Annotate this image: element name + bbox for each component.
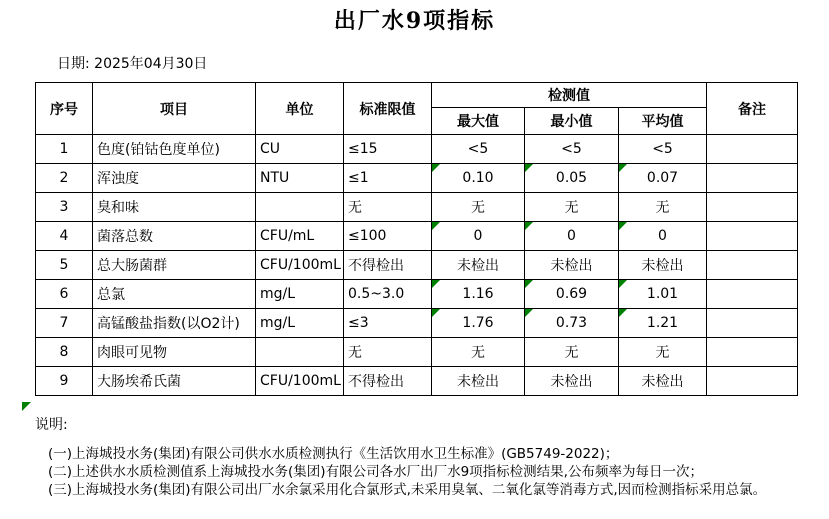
row-item-text: 色度(铂钴色度单位) [97,142,220,158]
row-max-text: 无 [471,200,485,216]
row-limit-text: 无 [348,345,362,361]
row-max [432,367,525,396]
header-remark: 备注 [707,83,798,135]
row-avg-text: <5 [652,141,673,157]
row-avg [619,164,707,193]
row-seq [36,338,93,367]
header-detection: 检测值 [432,83,707,108]
row-remark [707,222,798,251]
row-seq-text: 7 [59,315,69,331]
row-avg [619,251,707,280]
row-unit-text: mg/L [260,286,296,302]
row-remark [707,309,798,338]
row-limit [344,309,432,338]
row-seq-text: 9 [59,373,69,389]
row-item-text: 浑浊度 [97,171,139,187]
row-avg-text: 0.07 [646,170,679,186]
row-limit-text: 0.5~3.0 [348,286,405,302]
row-seq-text: 6 [59,286,69,302]
header-seq: 序号 [36,83,93,135]
row-max-text: 无 [471,345,485,361]
row-unit [256,222,344,251]
row-item [93,367,256,396]
row-limit-text: ≤1 [348,170,369,186]
row-min [525,367,619,396]
row-unit [256,309,344,338]
row-max-text: 0.10 [462,170,494,186]
row-min [525,309,619,338]
row-max [432,309,525,338]
row-avg [619,135,707,164]
row-remark [707,280,798,309]
note-line-3: (三)上海城投水务(集团)有限公司出厂水余氯采用化合氯形式,未采用臭氧、二氧化氯等消毒方式,因而检测指标采用总氯。 [48,482,767,498]
row-item [93,164,256,193]
row-unit [256,164,344,193]
row-item-text: 总氯 [97,287,125,303]
row-avg-text: 1.21 [646,315,679,331]
row-limit [344,280,432,309]
row-remark [707,135,798,164]
row-min-text: 0 [567,228,576,244]
row-min-text: 未检出 [550,374,593,390]
row-seq [36,135,93,164]
row-remark [707,193,798,222]
header-limit: 标准限值 [344,83,432,135]
cell-flag-icon [525,222,533,230]
row-max [432,251,525,280]
report-date: 日期: 2025年04月30日 [57,56,208,72]
cell-flag-icon [525,309,533,317]
row-min-text: 0.69 [555,286,588,302]
row-seq-text: 8 [59,344,69,360]
cell-flag-icon [525,280,533,288]
row-seq [36,222,93,251]
row-min [525,280,619,309]
row-seq [36,280,93,309]
row-max-text: 0 [473,228,483,244]
cell-flag-icon [619,164,627,172]
row-seq [36,309,93,338]
row-max [432,338,525,367]
row-seq-text: 1 [59,141,69,157]
row-seq-text: 5 [59,257,69,273]
row-seq [36,367,93,396]
row-avg-text: 无 [655,345,670,361]
row-item [93,222,256,251]
table-row [36,193,798,222]
row-unit [256,193,344,222]
row-min [525,164,619,193]
row-limit-text: ≤100 [348,228,387,244]
row-seq [36,251,93,280]
row-limit [344,164,432,193]
cell-flag-icon [619,280,627,288]
note-line-2: (二)上述供水水质检测值系上海城投水务(集团)有限公司各水厂出厂水9项指标检测结果,公布频率为每日一次； [48,464,703,480]
header-min: 最小值 [525,108,619,135]
row-unit [256,367,344,396]
row-unit [256,135,344,164]
row-avg-text: 无 [655,200,670,216]
cell-flag-icon [432,309,440,317]
cell-flag-icon [432,164,440,172]
row-max-text: <5 [467,141,489,157]
row-limit-text: 不得检出 [348,374,404,390]
row-min-text: 无 [564,345,579,361]
row-item-text: 菌落总数 [97,229,153,245]
row-max [432,280,525,309]
row-limit [344,251,432,280]
row-min-text: 0.73 [555,315,588,331]
notes-flag-icon [22,402,31,411]
water-quality-table [35,82,798,396]
row-min [525,222,619,251]
row-item [93,193,256,222]
row-min-text: 未检出 [550,258,593,274]
row-unit-text: NTU [260,170,290,186]
row-item [93,280,256,309]
header-row-1 [36,83,798,108]
row-max-text: 未检出 [457,374,499,390]
row-item-text: 高锰酸盐指数(以O2计) [97,316,240,332]
row-limit [344,135,432,164]
row-seq [36,193,93,222]
row-unit-text: CU [260,141,281,157]
row-seq-text: 3 [59,199,69,215]
row-limit [344,338,432,367]
row-min-text: 无 [564,200,579,216]
table-row [36,164,798,193]
row-min-text: <5 [561,141,582,157]
row-max-text: 1.16 [462,286,494,302]
header-avg: 平均值 [619,108,707,135]
row-seq [36,164,93,193]
cell-flag-icon [619,309,627,317]
row-unit [256,280,344,309]
cell-flag-icon [432,222,440,230]
row-item-text: 总大肠菌群 [97,258,167,274]
row-seq-text: 2 [59,170,69,186]
cell-flag-icon [619,222,627,230]
row-max-text: 未检出 [457,258,499,274]
row-item-text: 肉眼可见物 [97,345,167,361]
row-avg [619,338,707,367]
row-avg [619,280,707,309]
table-row [36,309,798,338]
row-item [93,338,256,367]
row-min [525,135,619,164]
row-item [93,251,256,280]
row-avg [619,367,707,396]
row-limit [344,222,432,251]
row-max [432,135,525,164]
table-row [36,135,798,164]
table-row [36,280,798,309]
notes-section [48,445,766,499]
row-limit-text: ≤15 [348,141,378,157]
row-avg [619,309,707,338]
table-row [36,222,798,251]
page-title: 出厂水9项指标 [333,8,496,34]
header-item: 项目 [93,83,256,135]
row-unit [256,251,344,280]
header-unit: 单位 [256,83,344,135]
row-max [432,193,525,222]
row-min [525,338,619,367]
row-limit-text: 无 [348,200,362,216]
notes-label: 说明: [35,417,68,433]
row-unit-text: CFU/100mL [260,257,341,273]
row-item [93,135,256,164]
row-avg-text: 0 [658,228,667,244]
row-remark [707,164,798,193]
row-seq-text: 4 [59,228,69,244]
row-max-text: 1.76 [462,315,494,331]
table-row [36,251,798,280]
row-avg [619,193,707,222]
row-limit [344,367,432,396]
table-row [36,367,798,396]
row-max [432,164,525,193]
row-avg-text: 1.01 [646,286,679,302]
row-unit-text: mg/L [260,315,296,331]
row-limit [344,193,432,222]
row-item-text: 臭和味 [97,200,139,216]
row-unit-text: CFU/mL [260,228,315,244]
row-avg-text: 未检出 [641,258,684,274]
header-max: 最大值 [432,108,525,135]
row-max [432,222,525,251]
row-min-text: 0.05 [555,170,588,186]
row-remark [707,251,798,280]
row-remark [707,338,798,367]
row-unit-text: CFU/100mL [260,373,341,389]
row-avg [619,222,707,251]
row-limit-text: 不得检出 [348,258,404,274]
row-min [525,193,619,222]
row-item [93,309,256,338]
row-min [525,251,619,280]
row-remark [707,367,798,396]
row-limit-text: ≤3 [348,315,369,331]
note-line-1: (一)上海城投水务(集团)有限公司供水水质检测执行《生活饮用水卫生标准》(GB5749-2022)； [48,446,619,462]
row-avg-text: 未检出 [641,374,684,390]
row-item-text: 大肠埃希氏菌 [97,374,181,390]
cell-flag-icon [432,280,440,288]
table-row [36,338,798,367]
row-unit [256,338,344,367]
cell-flag-icon [525,164,533,172]
